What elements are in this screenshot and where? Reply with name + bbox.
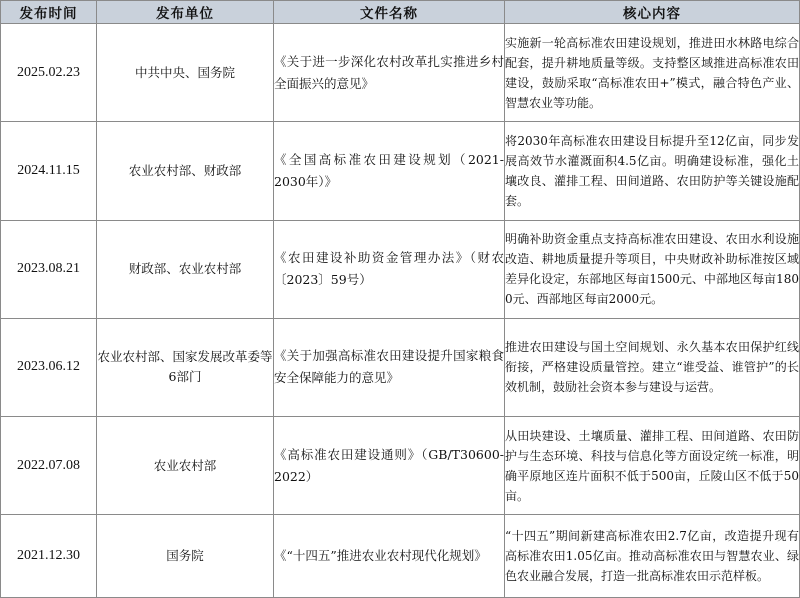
table-header-row [1,1,800,24]
cell-unit: 农业农村部 [97,417,274,515]
cell-unit: 农业农村部、国家发展改革委等6部门 [97,318,274,416]
cell-unit: 中共中央、国务院 [97,24,274,122]
cell-doc: 《全国高标准农田建设规划（2021-2030年）》 [274,122,505,220]
table-row [1,220,800,318]
cell-date: 2022.07.08 [1,417,97,515]
cell-date: 2021.12.30 [1,515,97,598]
cell-date: 2023.08.21 [1,220,97,318]
table-row [1,122,800,220]
header-doc: 文件名称 [274,1,505,24]
header-content: 核心内容 [505,1,800,24]
cell-doc: 《“十四五”推进农业农村现代化规划》 [274,515,505,598]
cell-date: 2024.11.15 [1,122,97,220]
cell-content: 推进农田建设与国土空间规划、永久基本农田保护红线衔接，严格建设质量管控。建立“谁受益、谁管护”的长效机制，鼓励社会资本参与建设与运营。 [505,318,800,416]
cell-doc: 《高标准农田建设通则》（GB/T30600-2022） [274,417,505,515]
header-unit: 发布单位 [97,1,274,24]
cell-date: 2025.02.23 [1,24,97,122]
cell-doc: 《农田建设补助资金管理办法》（财农〔2023〕59号） [274,220,505,318]
table-row [1,318,800,416]
cell-unit: 国务院 [97,515,274,598]
table-row [1,24,800,122]
cell-unit: 财政部、农业农村部 [97,220,274,318]
cell-doc: 《关于加强高标准农田建设提升国家粮食安全保障能力的意见》 [274,318,505,416]
table-row [1,417,800,515]
cell-content: 将2030年高标准农田建设目标提升至12亿亩，同步发展高效节水灌溉面积4.5亿亩。明确建设标准，强化土壤改良、灌排工程、田间道路、农田防护等关键设施配套。 [505,122,800,220]
table-row [1,515,800,598]
cell-unit: 农业农村部、财政部 [97,122,274,220]
cell-content: “十四五”期间新建高标准农田2.7亿亩，改造提升现有高标准农田1.05亿亩。推动高标准农田与智慧农业、绿色农业融合发展，打造一批高标准农田示范样板。 [505,515,800,598]
header-date: 发布时间 [1,1,97,24]
cell-content: 明确补助资金重点支持高标准农田建设、农田水利设施改造、耕地质量提升等项目，中央财政补助标准按区域差异化设定，东部地区每亩1500元、中部地区每亩1800元、西部地区每亩2000元。 [505,220,800,318]
cell-doc: 《关于进一步深化农村改革扎实推进乡村全面振兴的意见》 [274,24,505,122]
cell-content: 从田块建设、土壤质量、灌排工程、田间道路、农田防护与生态环境、科技与信息化等方面设定统一标准，明确平原地区连片面积不低于500亩，丘陵山区不低于50亩。 [505,417,800,515]
cell-date: 2023.06.12 [1,318,97,416]
cell-content: 实施新一轮高标准农田建设规划，推进田水林路电综合配套，提升耕地质量等级。支持整区域推进高标准农田建设，鼓励采取“高标准农田+”模式，融合特色产业、智慧农业等功能。 [505,24,800,122]
